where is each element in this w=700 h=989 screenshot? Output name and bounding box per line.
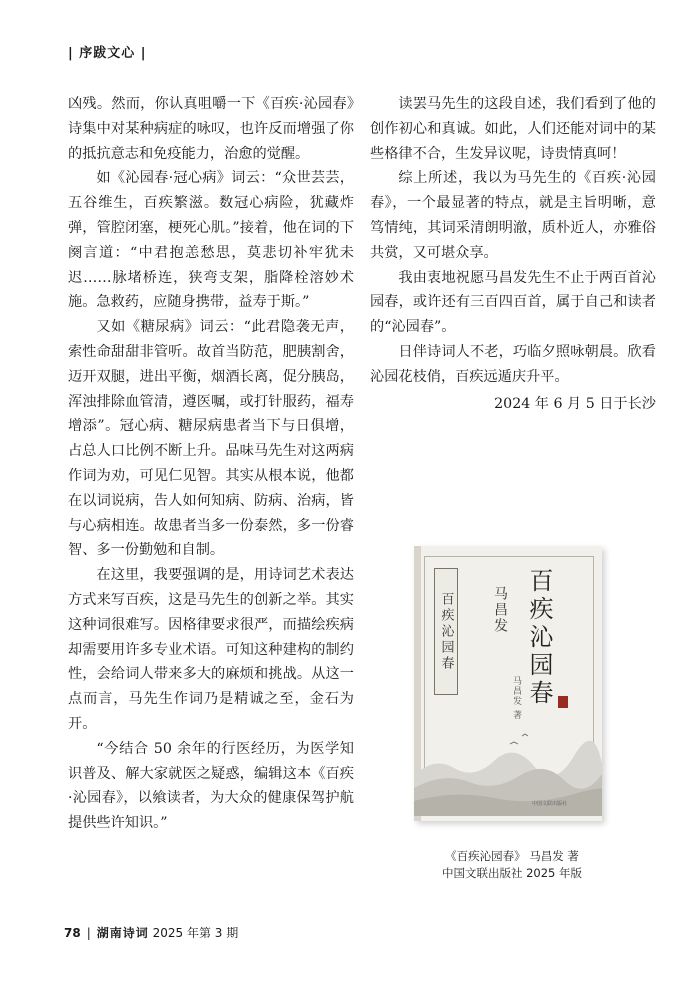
book-calligraphy-author: 马昌发 (492, 586, 508, 634)
paragraph: 凶残。然而，你认真咀嚼一下《百疾·沁园春》诗集中对某种病症的咏叹，也许反而增强了你的抵抗意志和免疫能力，治愈的觉醒。 (68, 96, 354, 162)
magazine-name: 湖南诗词 (96, 926, 149, 940)
paragraph: 读罢马先生的这段自述，我们看到了他的创作初心和真诚。如此，人们还能对词中的某些格律不合，生发异议呢，诗贵情真呵！ (370, 96, 656, 162)
footer-separator: | (86, 926, 91, 940)
date-signature: 2024 年 6 月 5 日于长沙 (494, 395, 656, 412)
paragraph: 如《沁园春·冠心病》词云：“众世芸芸，五谷维生，百疾繁滋。数冠心病险，犹藏炸弹，管腔闭塞，梗死心肌。”接着，他在词的下阕言道：“中君抱恙愁思，莫悲切补牢犹未迟……脉堵桥连，狭弯支架，脂降栓溶妙术施。急救药，应随身携带，益寿于斯。” (68, 170, 354, 311)
issue-number: 2025 年第 3 期 (152, 926, 239, 940)
book-cover-image (414, 546, 602, 821)
book-title-label (434, 568, 458, 695)
paragraph: 我由衷地祝愿马昌发先生不止于两百首沁园春，或许还有三百四百首，属于自己和读者的“沁园春”。 (370, 269, 656, 336)
book-caption (412, 848, 612, 882)
mountain-landscape-illustration (414, 706, 602, 816)
book-author: 马昌发 著 (511, 676, 521, 720)
caption-line-2: 中国文联出版社 2025 年版 (441, 866, 583, 880)
caption-line-1: 《百疾沁园春》 马昌发 著 (445, 849, 579, 863)
book-publisher: 中国文联出版社 (532, 801, 568, 807)
paragraph: 日伴诗词人不老，巧临夕照咏朝晨。欣看沁园花枝俏，百疾远遁庆升平。 (370, 343, 656, 385)
article-right-column (370, 92, 656, 416)
paragraph: 又如《糖尿病》词云：“此君隐袭无声，索性命甜甜非管听。故首当防范，肥胰割舍，迈开双腿，进出平衡，烟酒长离，促分胰岛，浑浊排除血管清，遵医嘱，或打针服药，福寿增添”。冠心病、糖尿病患者当下与日俱增，占总人口比例不断上升。品味马先生对这两病作词为劝，可见仁见智。其实从根本说，他都在以词说病，告人如何知病、防病、治病，皆与心病相连。故患者当多一份泰然，多一份睿智、多一份勤勉和自制。 (68, 319, 354, 559)
article-left-column (68, 92, 354, 836)
page-footer (64, 924, 238, 941)
paragraph: “今结合 50 余年的行医经历，为医学知识普及、解大家就医之疑惑，编辑这本《百疾·沁园春》，以飨读者，为大众的健康保驾护航提供些许知识。” (68, 740, 354, 832)
paragraph: 在这里，我要强调的是，用诗词艺术表达方式来写百疾，这是马先生的创新之举。其实这种词很难写。因格律要求很严，而描绘疾病却需要用许多专业术语。可知这种建构的制约性，会给词人带来多大的麻烦和挑战。从这一点而言，马先生作词乃是精诚之至，金石为开。 (68, 567, 354, 732)
page-number: 78 (64, 926, 81, 940)
section-tag: | 序跋文心 | (68, 46, 147, 61)
paragraph: 综上所述，我以为马先生的《百疾·沁园春》，一个最显著的特点，就是主旨明晰，意笃情纯，其词采清朗明澈，质朴近人，亦雅俗共赏，又可堪众享。 (370, 170, 656, 261)
book-calligraphy-title: 百疾沁园春 (525, 568, 553, 708)
book-title-label-text: 百疾沁园春 (438, 591, 454, 672)
